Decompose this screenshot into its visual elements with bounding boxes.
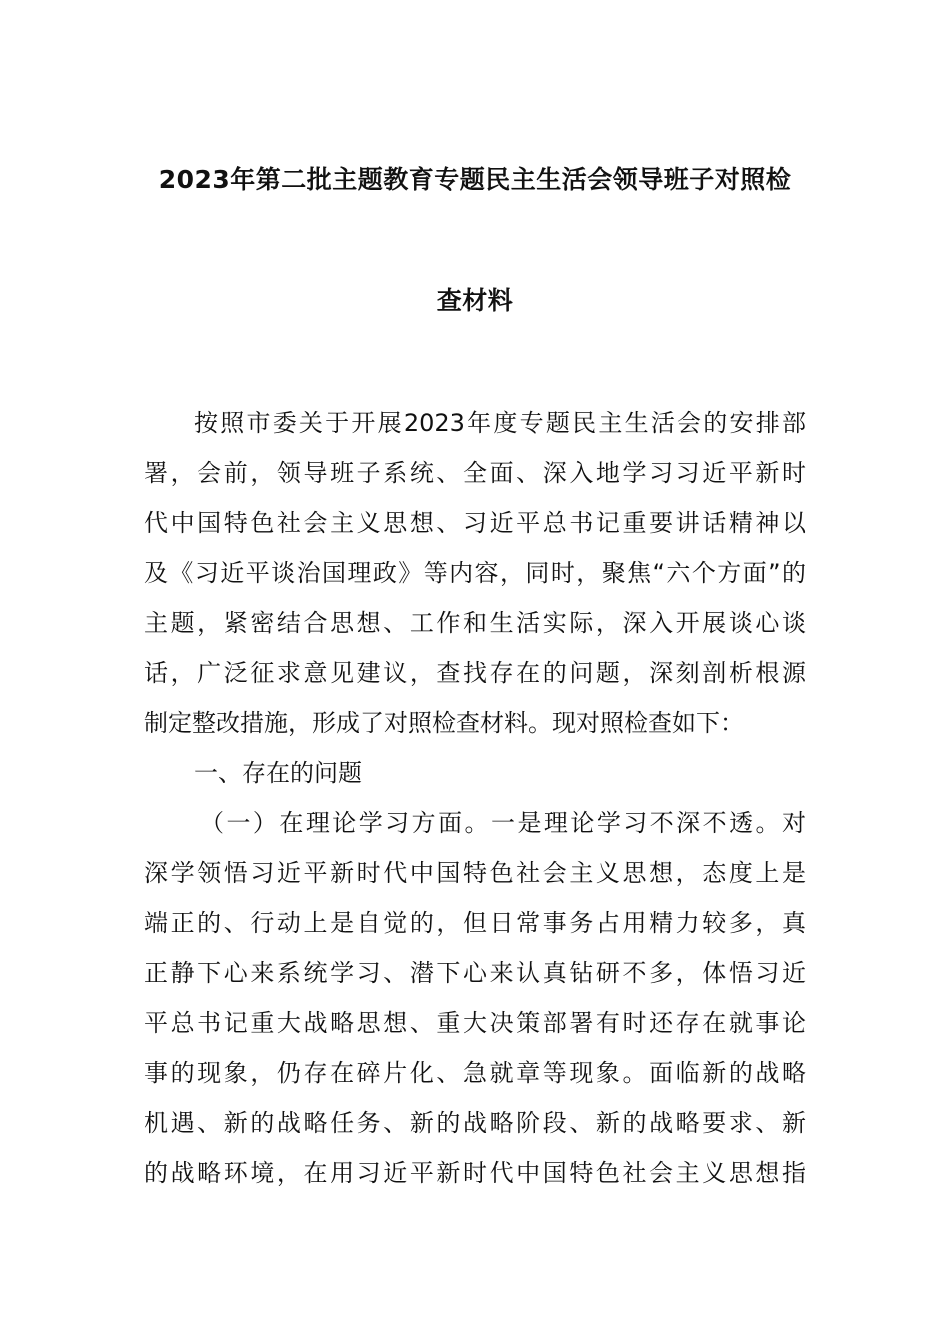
paragraph-line: 的战略环境，在用习近平新时代中国特色社会主义思想指	[144, 1159, 806, 1187]
document-title-line-1: 2023年第二批主题教育专题民主生活会领导班子对照检	[158, 165, 792, 194]
document-title-line-2: 查材料	[436, 286, 514, 315]
paragraph-line: 深学领悟习近平新时代中国特色社会主义思想，态度上是	[144, 859, 806, 887]
section-heading-text: 一、存在的问题	[194, 759, 362, 787]
paragraph-line: 代中国特色社会主义思想、习近平总书记重要讲话精神以	[144, 509, 806, 537]
paragraph-line: 机遇、新的战略任务、新的战略阶段、新的战略要求、新	[144, 1109, 806, 1137]
paragraph-line: 制定整改措施，形成了对照检查材料。现对照检查如下：	[144, 709, 744, 737]
paragraph-line: 平总书记重大战略思想、重大决策部署有时还存在就事论	[144, 1009, 806, 1037]
paragraph-line: 端正的、行动上是自觉的，但日常事务占用精力较多，真	[144, 909, 806, 937]
theory-study-paragraph	[144, 798, 806, 1198]
paragraph-line: 按照市委关于开展2023年度专题民主生活会的安排部	[194, 409, 806, 437]
paragraph-line: （一）在理论学习方面。一是理论学习不深不透。对	[200, 809, 806, 837]
intro-paragraph	[144, 398, 806, 748]
paragraph-line: 主题，紧密结合思想、工作和生活实际，深入开展谈心谈	[144, 609, 806, 637]
paragraph-line: 正静下心来系统学习、潜下心来认真钻研不多，体悟习近	[144, 959, 806, 987]
section-heading	[144, 748, 806, 798]
document-body	[144, 398, 806, 1198]
paragraph-line: 及《习近平谈治国理政》等内容，同时，聚焦“六个方面”的	[144, 559, 806, 587]
paragraph-line: 话，广泛征求意见建议，查找存在的问题，深刻剖析根源	[144, 659, 806, 687]
paragraph-line: 事的现象，仍存在碎片化、急就章等现象。面临新的战略	[144, 1059, 806, 1087]
paragraph-line: 署，会前，领导班子系统、全面、深入地学习习近平新时	[144, 459, 806, 487]
